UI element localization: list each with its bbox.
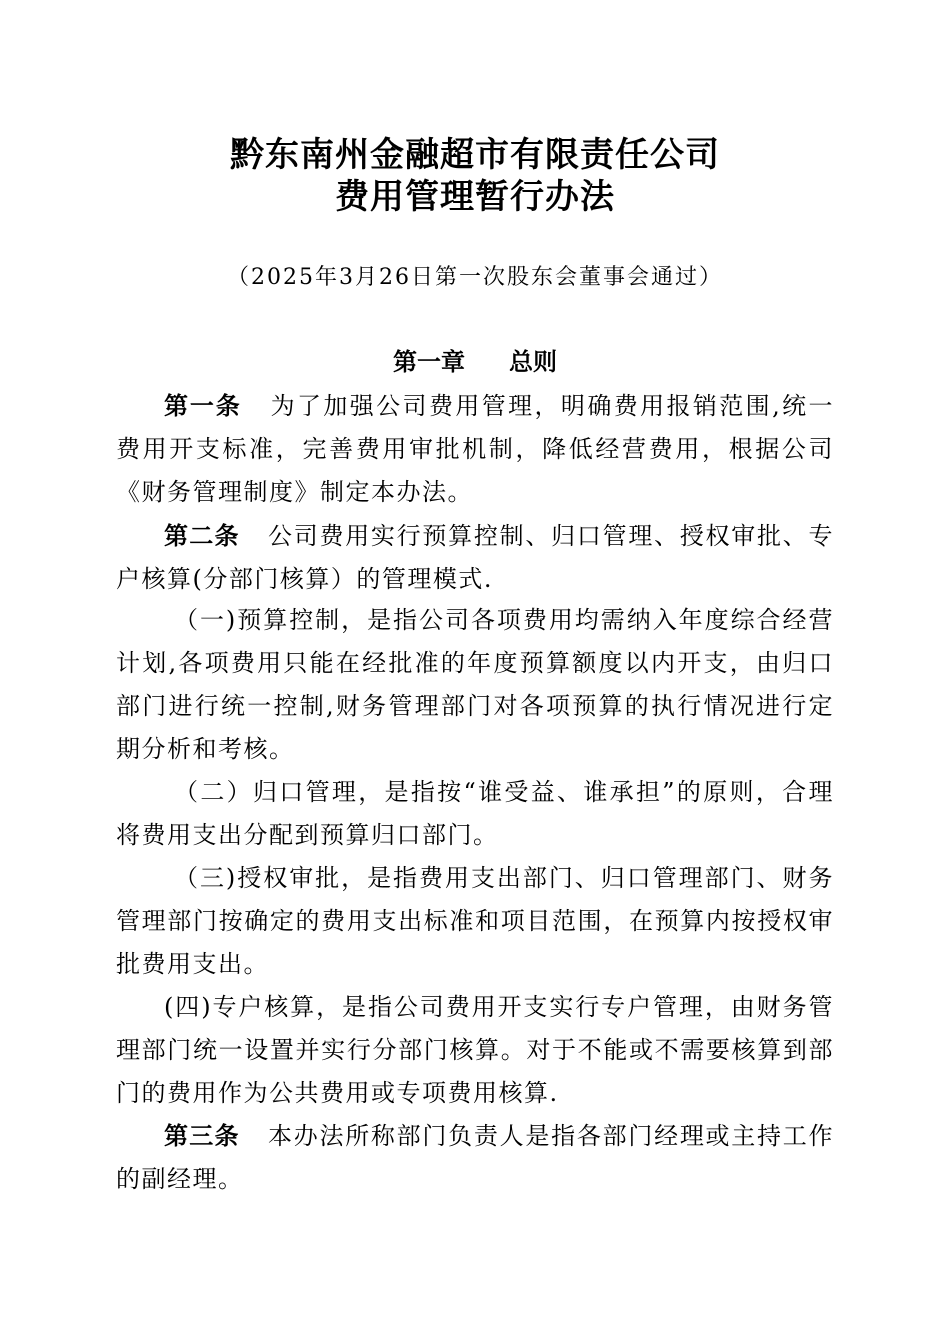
- document-subtitle: （2025年3月26日第一次股东会董事会通过）: [227, 265, 723, 290]
- chapter-number: 第一章: [393, 348, 465, 376]
- document-title-line-1: 黔东南州金融超市有限责任公司: [230, 135, 720, 175]
- article-1-label: 第一条: [164, 392, 242, 420]
- article-2-item-4: (四)专户核算，是指公司费用开支实行专户管理，由财务管理部门统一设置并实行分部门核算。对于不能或不需要核算到部门的费用作为公共费用或专项费用核算.: [116, 993, 834, 1107]
- chapter-name: 总则: [509, 348, 557, 376]
- article-3-text: 本办法所称部门负责人是指各部门经理或主持工作的副经理。: [116, 1122, 835, 1193]
- document-title-line-2: 费用管理暂行办法: [335, 177, 615, 217]
- article-2-item-2: （二）归口管理，是指按“谁受益、谁承担”的原则，合理将费用支出分配到预算归口部门。: [116, 778, 834, 849]
- chapter-heading: [0, 343, 950, 381]
- article-2: [116, 515, 834, 601]
- article-3-label: 第三条: [164, 1122, 240, 1150]
- article-2-label: 第二条: [164, 522, 240, 550]
- article-1: [116, 385, 834, 514]
- article-2-item-1: （一)预算控制，是指公司各项费用均需纳入年度综合经营计划,各项费用只能在经批准的年度预算额度以内开支，由归口部门进行统一控制,财务管理部门对各项预算的执行情况进行定期分析和考核。: [116, 606, 834, 763]
- article-2-text: 公司费用实行预算控制、归口管理、授权审批、专户核算(分部门核算）的管理模式.: [116, 522, 835, 593]
- article-1-text: 为了加强公司费用管理，明确费用报销范围,统一费用开支标准，完善费用审批机制，降低经营费用，根据公司《财务管理制度》制定本办法。: [116, 392, 834, 506]
- article-2-item-3: （三)授权审批，是指费用支出部门、归口管理部门、财务管理部门按确定的费用支出标准和项目范围，在预算内按授权审批费用支出。: [116, 864, 834, 978]
- article-3: [116, 1115, 834, 1201]
